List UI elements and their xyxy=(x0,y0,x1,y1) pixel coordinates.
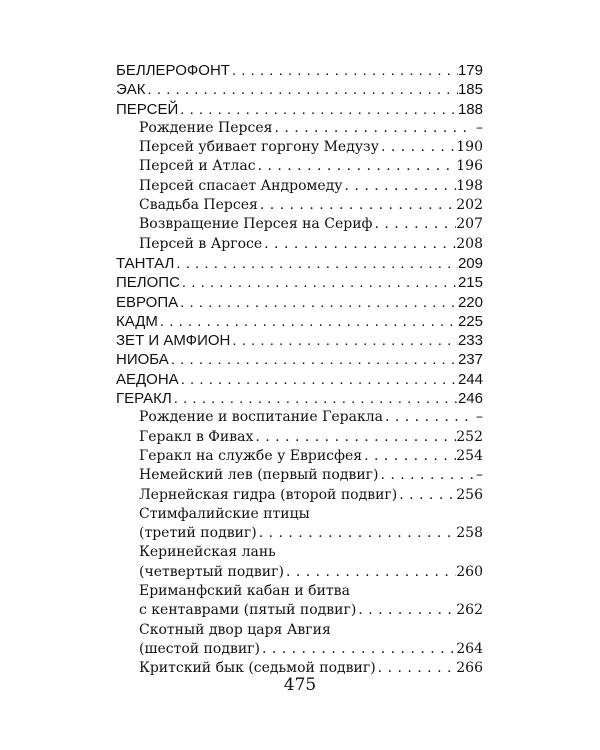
toc-entry-page: 225 xyxy=(457,312,483,330)
toc-entry-page: 233 xyxy=(457,332,483,350)
toc-subsection-entry[interactable] xyxy=(116,177,483,196)
dot-leader xyxy=(378,466,473,480)
toc-entry-page: 266 xyxy=(456,660,483,677)
toc-entry-title: БЕЛЛЕРОФОНТ xyxy=(116,62,230,79)
toc-entry-title: Возвращение Персея на Сериф xyxy=(139,216,373,233)
toc-subsection-entry[interactable] xyxy=(116,505,483,524)
toc-entry-title-continued: (третий подвиг) xyxy=(139,525,257,542)
toc-entry-continuation[interactable] xyxy=(116,563,483,582)
dot-leader xyxy=(180,273,458,288)
toc-entry-title: Геракл на службе у Еврисфея xyxy=(139,447,363,464)
toc-subsection-entry[interactable] xyxy=(116,466,483,485)
toc-entry-title: Персей и Атлас xyxy=(139,158,256,175)
page-number: 475 xyxy=(283,675,317,695)
dot-leader xyxy=(258,196,456,210)
dot-leader xyxy=(174,254,458,269)
toc-entry-page: 244 xyxy=(457,370,483,388)
toc-entry-title: НИОБА xyxy=(116,351,169,369)
toc-entry-page: 260 xyxy=(456,563,483,580)
toc-subsection-entry[interactable] xyxy=(116,157,483,176)
toc-entry-page: 254 xyxy=(456,447,483,464)
toc-entry-title: Рождение и воспитание Геракла xyxy=(139,409,383,426)
toc-entry-continuation[interactable] xyxy=(116,640,483,659)
toc-subsection-entry[interactable] xyxy=(116,486,483,505)
toc-entry-title: ГЕРАКЛ xyxy=(116,390,172,408)
toc-entry-page: 185 xyxy=(457,81,483,99)
dot-leader xyxy=(230,331,458,346)
table-of-contents xyxy=(116,61,483,679)
toc-entry-title-continued: с кентаврами (пятый подвиг) xyxy=(139,602,357,619)
toc-entry-page: 258 xyxy=(456,525,483,542)
toc-subsection-entry[interactable] xyxy=(116,408,483,427)
dot-leader xyxy=(256,157,457,171)
toc-entry-page: 202 xyxy=(456,197,483,214)
toc-entry-title: ПЕЛОПС xyxy=(116,274,180,292)
toc-entry-page: 252 xyxy=(456,428,483,445)
toc-section-entry[interactable] xyxy=(116,61,483,80)
dot-leader xyxy=(172,389,458,404)
toc-entry-page: – xyxy=(476,467,483,484)
toc-subsection-entry[interactable] xyxy=(116,138,483,157)
dot-leader xyxy=(372,215,456,229)
toc-entry-title: ЕВРОПА xyxy=(116,293,179,311)
dot-leader xyxy=(178,293,458,308)
toc-entry-page: 237 xyxy=(457,351,483,369)
dot-leader xyxy=(146,80,458,95)
toc-section-entry[interactable] xyxy=(116,331,483,350)
toc-entry-continuation[interactable] xyxy=(116,601,483,620)
toc-subsection-entry[interactable] xyxy=(116,215,483,234)
dot-leader xyxy=(253,428,456,442)
toc-entry-title: ЭАК xyxy=(116,81,146,99)
toc-section-entry[interactable] xyxy=(116,254,483,273)
dot-leader xyxy=(383,408,473,422)
toc-subsection-entry[interactable] xyxy=(116,428,483,447)
toc-entry-title: Немейский лев (первый подвиг) xyxy=(139,467,379,484)
toc-entry-page: 179 xyxy=(457,62,483,79)
toc-entry-title: Персей спасает Андромеду xyxy=(139,177,343,194)
toc-entry-title: Лернейская гидра (второй подвиг) xyxy=(139,486,398,503)
toc-section-entry[interactable] xyxy=(116,389,483,408)
toc-entry-title: Персей в Аргосе xyxy=(139,235,263,252)
toc-entry-title-continued: (шестой подвиг) xyxy=(139,640,260,657)
dot-leader xyxy=(362,447,456,461)
toc-entry-title: АЕДОНА xyxy=(116,370,179,388)
toc-entry-page: 190 xyxy=(456,139,483,156)
dot-leader xyxy=(179,370,458,385)
toc-section-entry[interactable] xyxy=(116,80,483,99)
dot-leader xyxy=(379,138,456,152)
toc-entry-page: 188 xyxy=(457,100,483,118)
toc-entry-title: Свадьба Персея xyxy=(139,197,258,214)
toc-entry-page: 264 xyxy=(456,640,483,657)
toc-subsection-entry[interactable] xyxy=(116,447,483,466)
dot-leader xyxy=(272,119,473,133)
toc-entry-page: 215 xyxy=(457,274,483,292)
toc-subsection-entry[interactable] xyxy=(116,196,483,215)
dot-leader xyxy=(284,563,456,577)
toc-entry-title: ПЕРСЕЙ xyxy=(116,100,179,118)
dot-leader xyxy=(257,524,457,538)
toc-subsection-entry[interactable] xyxy=(116,119,483,138)
dot-leader xyxy=(376,659,457,673)
toc-entry-page: 208 xyxy=(456,235,483,252)
toc-section-entry[interactable] xyxy=(116,273,483,292)
toc-section-entry[interactable] xyxy=(116,100,483,119)
toc-subsection-entry[interactable] xyxy=(116,543,483,562)
toc-entry-page: – xyxy=(476,119,483,136)
toc-entry-page: 220 xyxy=(457,293,483,311)
toc-entry-title: Рождение Персея xyxy=(139,119,273,136)
toc-entry-title: ТАНТАЛ xyxy=(116,254,175,272)
dot-leader xyxy=(260,640,456,654)
toc-entry-page: 198 xyxy=(456,177,483,194)
toc-entry-continuation[interactable] xyxy=(116,524,483,543)
toc-entry-title: ЗЕТ И АМФИОН xyxy=(116,332,231,350)
dot-leader xyxy=(262,235,456,249)
dot-leader xyxy=(343,177,457,191)
toc-section-entry[interactable] xyxy=(116,370,483,389)
toc-entry-page: 207 xyxy=(456,216,483,233)
dot-leader xyxy=(230,61,458,76)
toc-subsection-entry[interactable] xyxy=(116,235,483,254)
toc-section-entry[interactable] xyxy=(116,293,483,312)
toc-entry-title: Персей убивает горгону Медузу xyxy=(139,139,379,156)
dot-leader xyxy=(158,312,458,327)
toc-entry-page: 196 xyxy=(456,158,483,175)
toc-entry-page: – xyxy=(476,409,483,426)
dot-leader xyxy=(178,100,458,115)
toc-entry-title: Критский бык (седьмой подвиг) xyxy=(139,660,376,677)
toc-entry-title: Керинейская лань xyxy=(139,544,276,561)
toc-entry-title: Скотный двор царя Авгия xyxy=(139,621,331,638)
toc-subsection-entry[interactable] xyxy=(116,621,483,640)
toc-entry-page: 256 xyxy=(456,486,483,503)
dot-leader xyxy=(397,486,456,500)
toc-entry-page: 262 xyxy=(456,602,483,619)
dot-leader xyxy=(356,601,456,615)
toc-entry-title-continued: (четвертый подвиг) xyxy=(139,563,284,580)
toc-section-entry[interactable] xyxy=(116,350,483,369)
toc-subsection-entry[interactable] xyxy=(116,582,483,601)
toc-entry-page: 246 xyxy=(457,390,483,408)
toc-entry-title: Ериманфский кабан и битва xyxy=(139,583,350,600)
toc-section-entry[interactable] xyxy=(116,312,483,331)
toc-entry-page: 209 xyxy=(457,254,483,272)
toc-entry-title: Стимфалийские птицы xyxy=(139,505,310,522)
toc-entry-title: Геракл в Фивах xyxy=(139,428,254,445)
toc-entry-title: КАДМ xyxy=(116,312,158,330)
dot-leader xyxy=(169,350,458,365)
